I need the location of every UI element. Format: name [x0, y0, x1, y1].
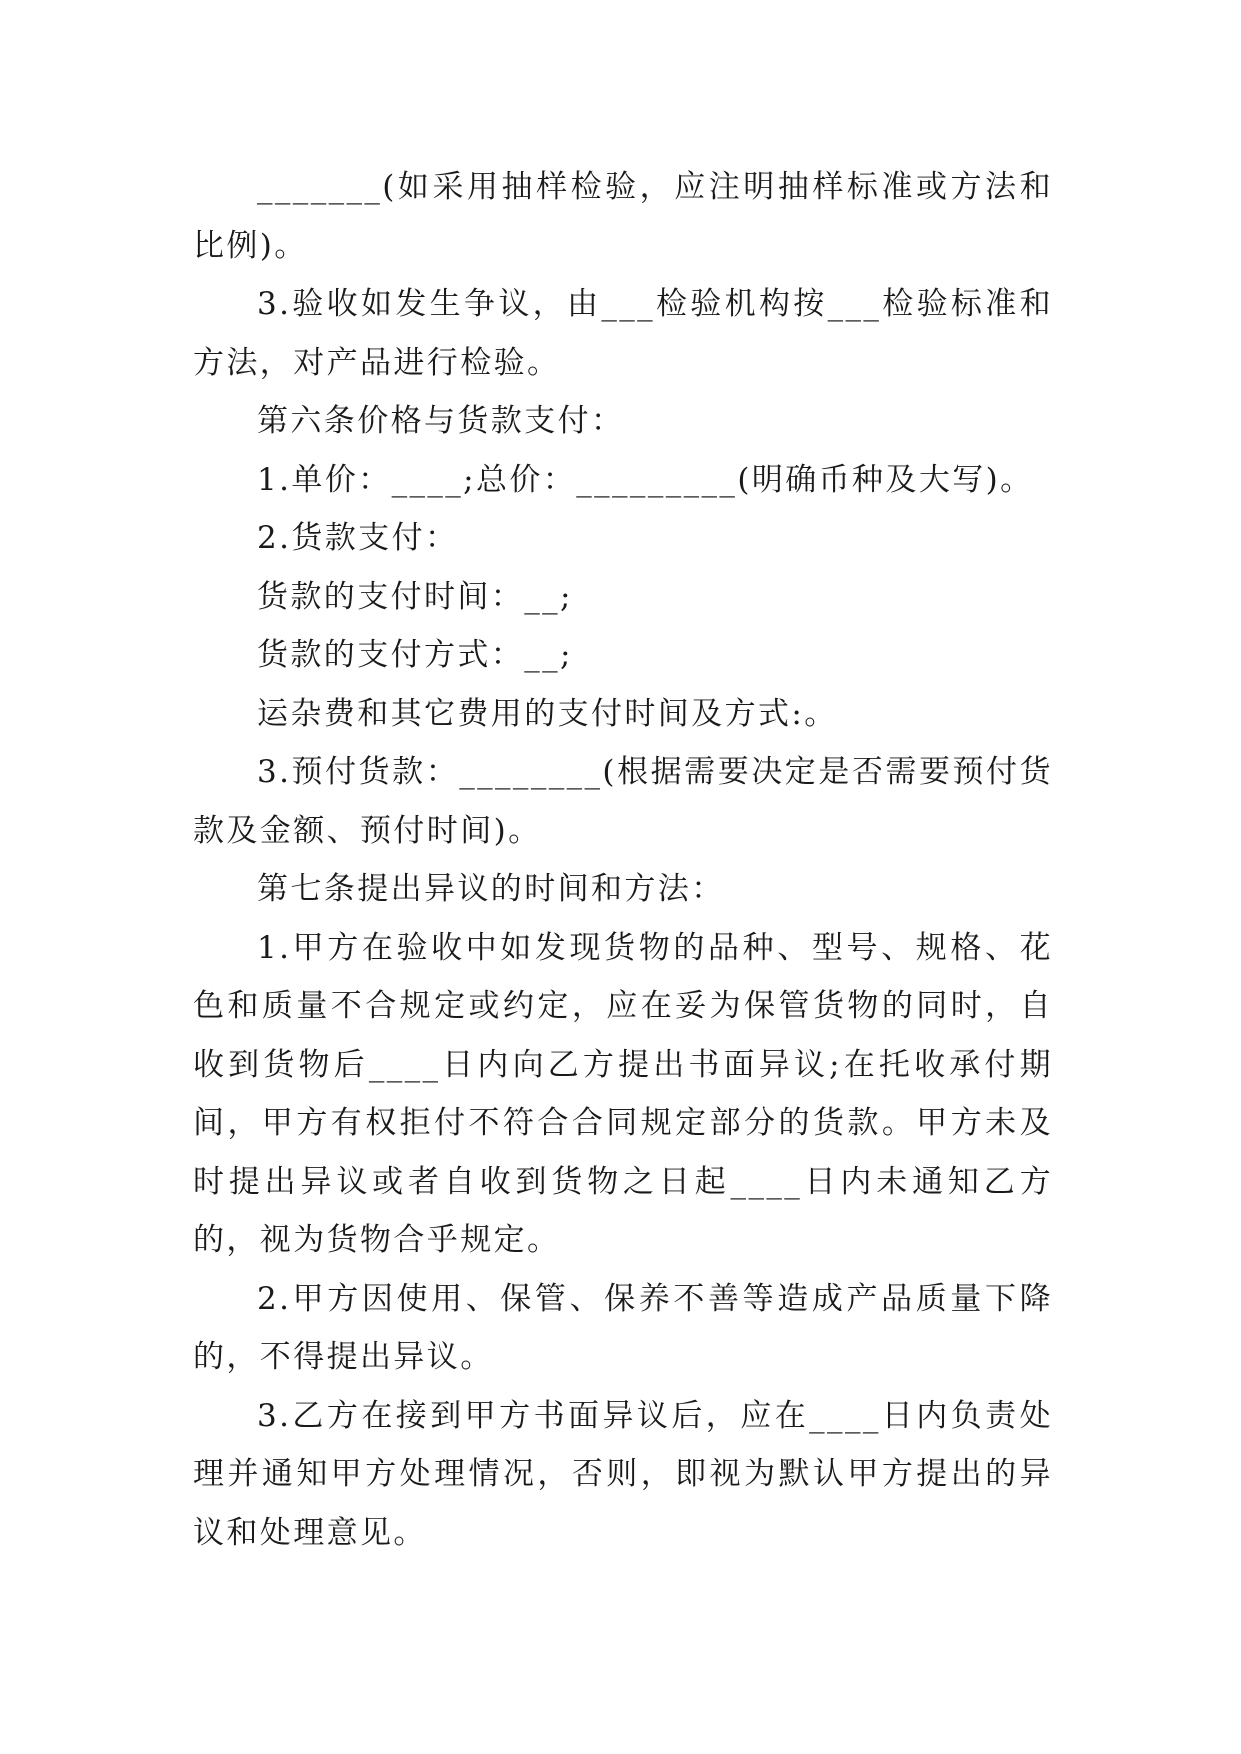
paragraph-payment-time: 货款的支付时间：__; [257, 578, 573, 615]
paragraph-payment-method: 货款的支付方式：__; [257, 637, 573, 673]
paragraph-sampling-note: _______(如采用抽样检验，应注明抽样标准或方法和比例)。 [193, 169, 1053, 264]
paragraph-unit-price: 1.单价：____;总价：_________(明确币种及大写)。 [257, 461, 1034, 498]
article-7-heading: 第七条提出异议的时间和方法： [257, 871, 725, 907]
paragraph-freight-payment: 运杂费和其它费用的支付时间及方式:。 [257, 695, 838, 732]
paragraph-seller-response: 3.乙方在接到甲方书面异议后，应在____日内负责处理并通知甲方处理情况，否则，即视为默认甲方提出的异议和处理意见。 [193, 1397, 1053, 1551]
paragraph-payment: 2.货款支付： [257, 520, 459, 556]
article-6-heading: 第六条价格与货款支付： [257, 403, 625, 439]
paragraph-misuse-no-objection: 2.甲方因使用、保管、保养不善等造成产品质量下降的，不得提出异议。 [193, 1280, 1053, 1375]
paragraph-dispute-inspection: 3.验收如发生争议，由___检验机构按___检验标准和方法，对产品进行检验。 [193, 286, 1053, 381]
paragraph-objection-inspection: 1.甲方在验收中如发现货物的品种、型号、规格、花色和质量不合规定或约定，应在妥为保管货物的同时，自收到货物后____日内向乙方提出书面异议;在托收承付期间，甲方有权拒付不符合合同规定部分的货款。甲方未及时提出异议或者自收到货物之日起____日内未通知乙方的，视为货物合乎规定。 [193, 929, 1053, 1258]
paragraph-prepayment: 3.预付货款：________(根据需要决定是否需要预付货款及金额、预付时间)。 [193, 754, 1053, 849]
document-page [193, 158, 1053, 1562]
